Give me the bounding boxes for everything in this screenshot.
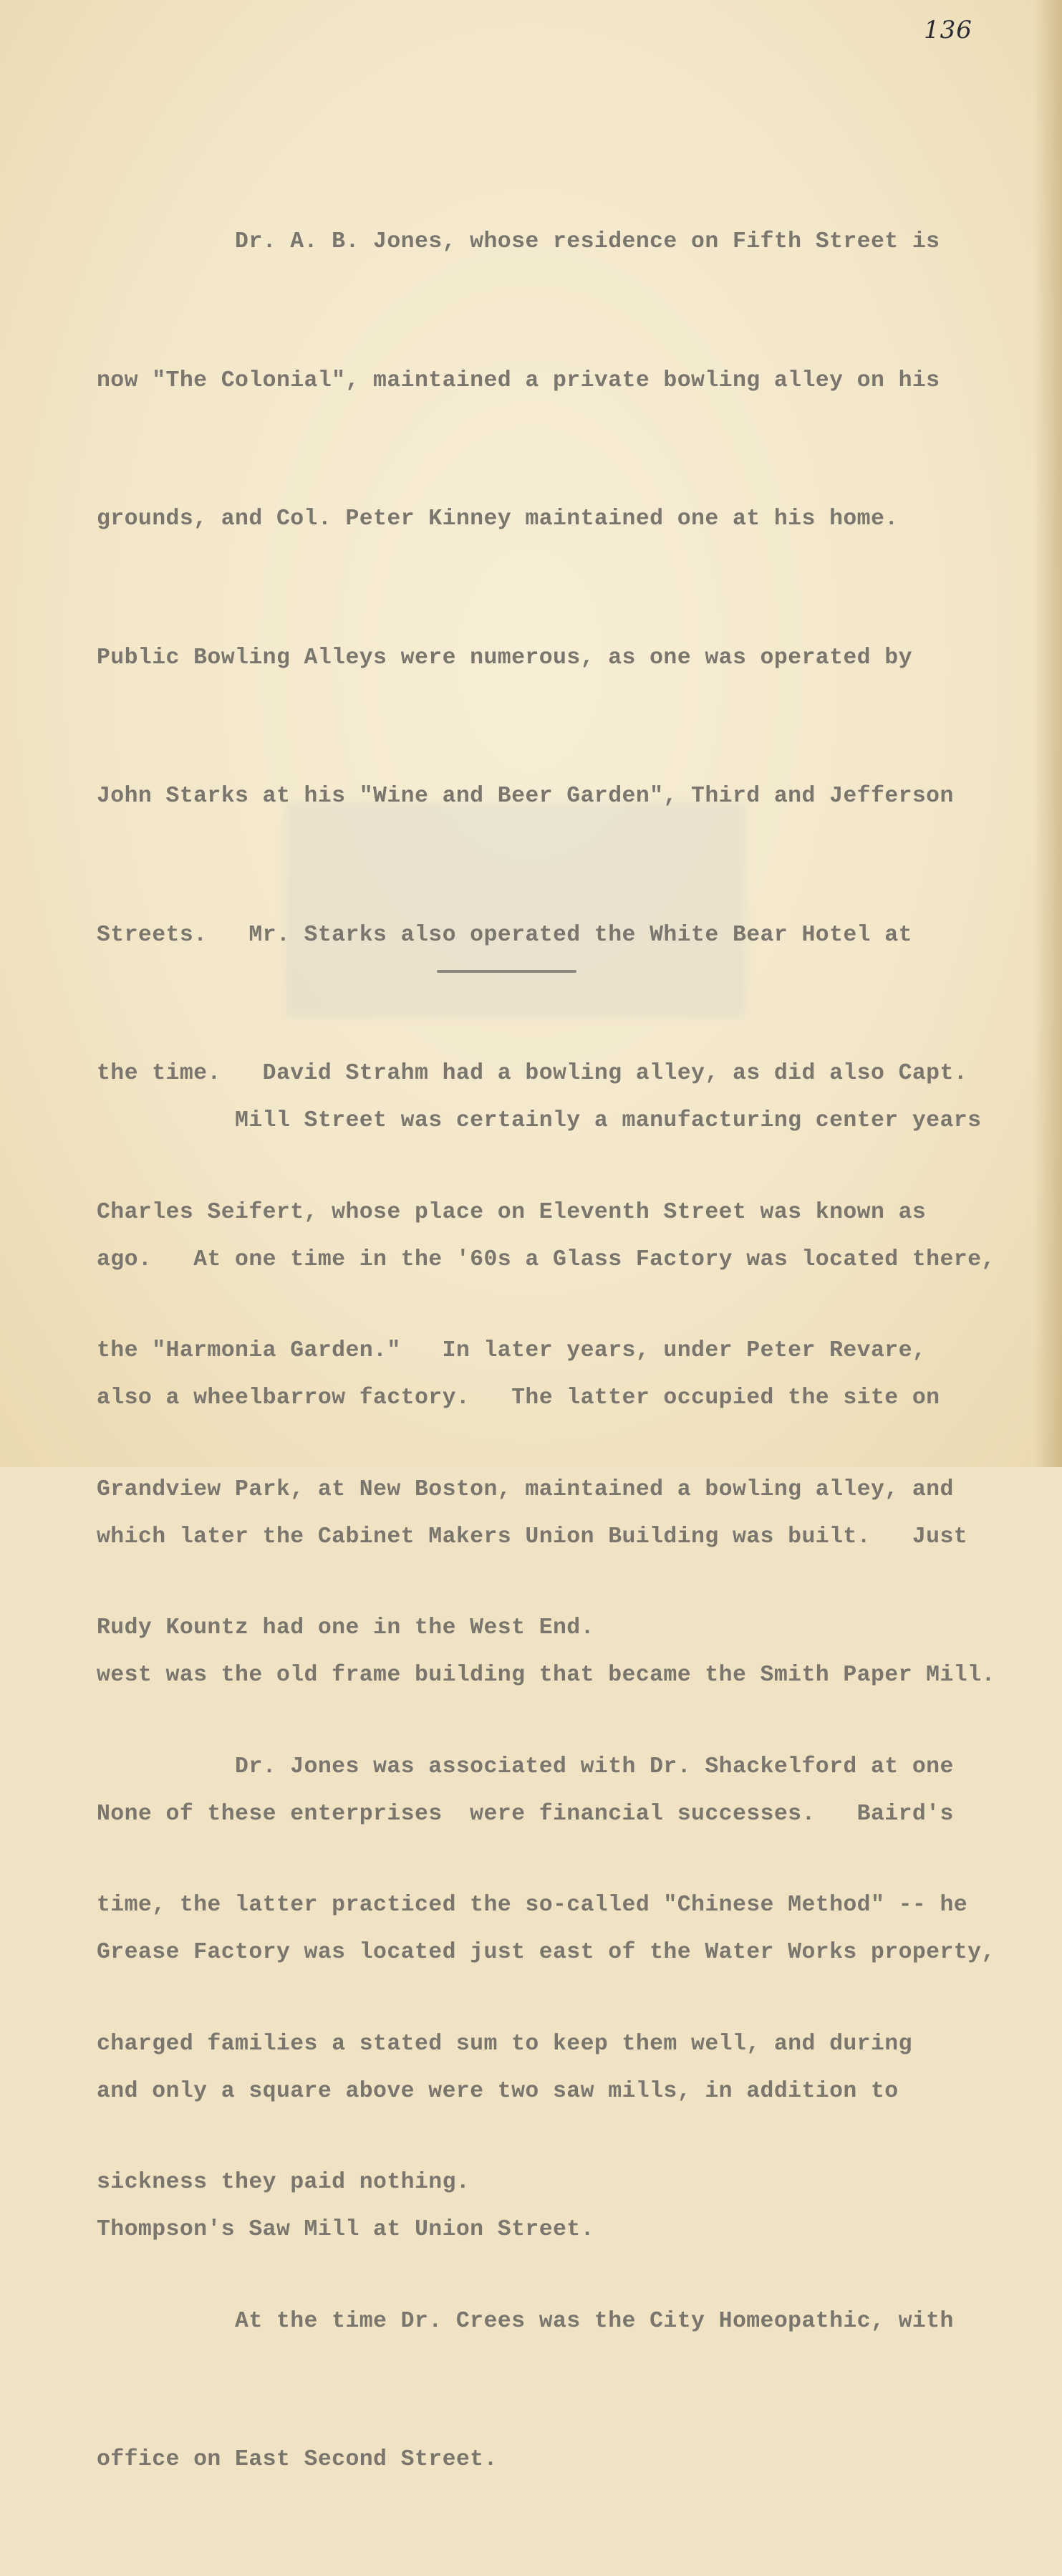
text-line: Dr. A. B. Jones, whose residence on Fifth Street is (97, 229, 940, 254)
text-line: ago. At one time in the '60s a Glass Factory was located there, (97, 1246, 995, 1272)
text-line: also a wheelbarrow factory. The latter occupied the site on (97, 1385, 940, 1410)
text-line: the "Harmonia Garden." In later years, under Peter Revare, (97, 1338, 927, 1363)
text-line: which later the Cabinet Makers Union Building was built. Just (97, 1524, 968, 1549)
text-line: At the time Dr. Crees was the City Homeopathic, with (97, 2308, 954, 2334)
text-line: Grandview Park, at New Boston, maintained a bowling alley, and (97, 1476, 954, 1502)
text-line: grounds, and Col. Peter Kinney maintained one at his home. (97, 506, 899, 532)
text-line: Rudy Kountz had one in the West End. (97, 1615, 594, 1640)
text-line: office on East Second Street. (97, 2447, 498, 2472)
text-line: Streets. Mr. Starks also operated the White Bear Hotel at (97, 922, 912, 948)
paragraph-block-mill-street (97, 1006, 995, 2346)
text-line: sickness they paid nothing. (97, 2170, 470, 2195)
text-line: Charles Seifert, whose place on Eleventh Street was known as (97, 1199, 927, 1225)
text-line: John Starks at his "Wine and Beer Garden", Third and Jefferson (97, 784, 954, 809)
text-line: Grease Factory was located just east of the Water Works property, (97, 1940, 995, 1965)
text-line: None of these enterprises were financial successes. Baird's (97, 1801, 954, 1827)
text-line: Thompson's Saw Mill at Union Street. (97, 2217, 594, 2242)
text-line: Mill Street was certainly a manufacturing center years (97, 1108, 982, 1133)
text-line: time, the latter practiced the so-called "Chinese Method" -- he (97, 1893, 968, 1918)
section-divider (437, 970, 576, 973)
text-line: west was the old frame building that became the Smith Paper Mill. (97, 1663, 995, 1688)
text-line: Public Bowling Alleys were numerous, as one was operated by (97, 645, 912, 671)
text-line: Dr. Jones was associated with Dr. Shackelford at one (97, 1754, 954, 1779)
text-line: now "The Colonial", maintained a private bowling alley on his (97, 367, 940, 393)
page-number: 136 (924, 16, 972, 44)
text-line: charged families a stated sum to keep them well, and during (97, 2031, 912, 2057)
text-line: and only a square above were two saw mills, in addition to (97, 2078, 899, 2104)
page-edge-shadow (1033, 0, 1062, 1467)
text-line: the time. David Strahm had a bowling alley, as did also Capt. (97, 1061, 968, 1086)
